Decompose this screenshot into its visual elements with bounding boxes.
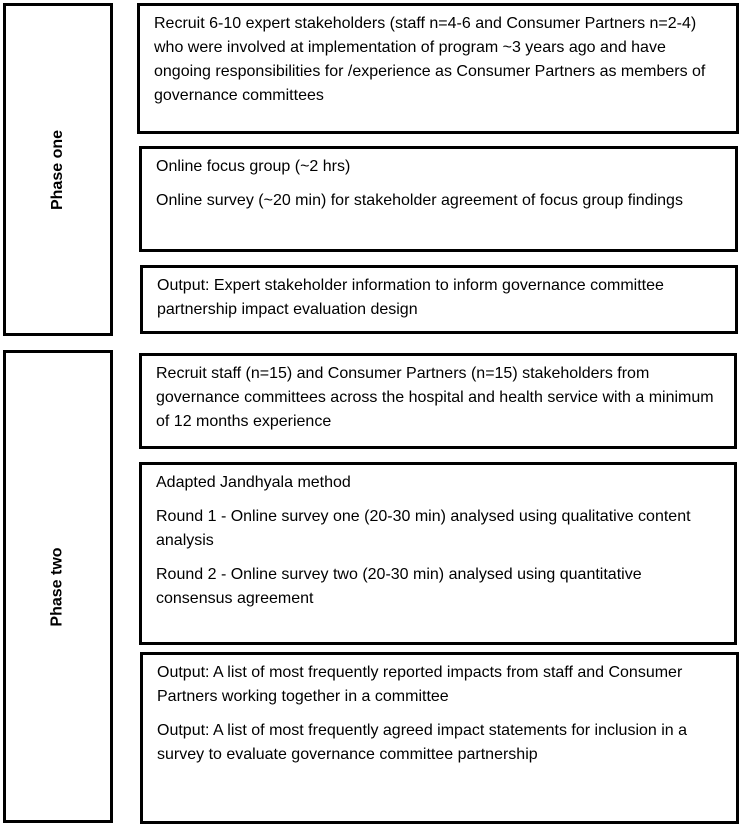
box-text: Output: A list of most frequently reported impacts from staff and Consumer Partners working together in a committee — [157, 664, 683, 705]
box-text: Round 2 - Online survey two (20-30 min) analysed using quantitative consensus agreement — [156, 566, 642, 607]
box-text: Round 1 - Online survey one (20-30 min) analysed using qualitative content analysis — [156, 508, 691, 549]
phase-two-label: Phase two — [48, 546, 66, 627]
box-text: Online survey (~20 min) for stakeholder agreement of focus group findings — [156, 192, 683, 209]
box-text: Recruit staff (n=15) and Consumer Partners (n=15) stakeholders from governance committees across the hospital and health service with a minimum of 12 months experience — [156, 365, 714, 430]
phase-two-recruit-box — [139, 353, 737, 449]
phase-one-recruit-box — [137, 3, 739, 134]
box-text: Adapted Jandhyala method — [156, 474, 351, 491]
box-text: Recruit 6-10 expert stakeholders (staff n=4-6 and Consumer Partners n=2-4) who were involved at implementation of program ~3 years ago and have ongoing responsibilities for /experience as Consumer Partners as members of governance committees — [154, 15, 706, 104]
phase-one-label-box — [3, 3, 113, 336]
phase-two-methods-box — [139, 462, 737, 645]
box-text: Online focus group (~2 hrs) — [156, 158, 351, 175]
phase-two-output-box — [140, 652, 739, 824]
phase-one-output-box — [140, 265, 738, 334]
phase-one-label: Phase one — [49, 129, 66, 210]
phase-one-methods-box — [139, 146, 738, 252]
box-text: Output: A list of most frequently agreed impact statements for inclusion in a survey to evaluate governance committee partnership — [157, 722, 688, 763]
phase-two-label-box — [3, 350, 113, 823]
box-text: Output: Expert stakeholder information to inform governance committee partnership impact evaluation design — [157, 277, 664, 318]
